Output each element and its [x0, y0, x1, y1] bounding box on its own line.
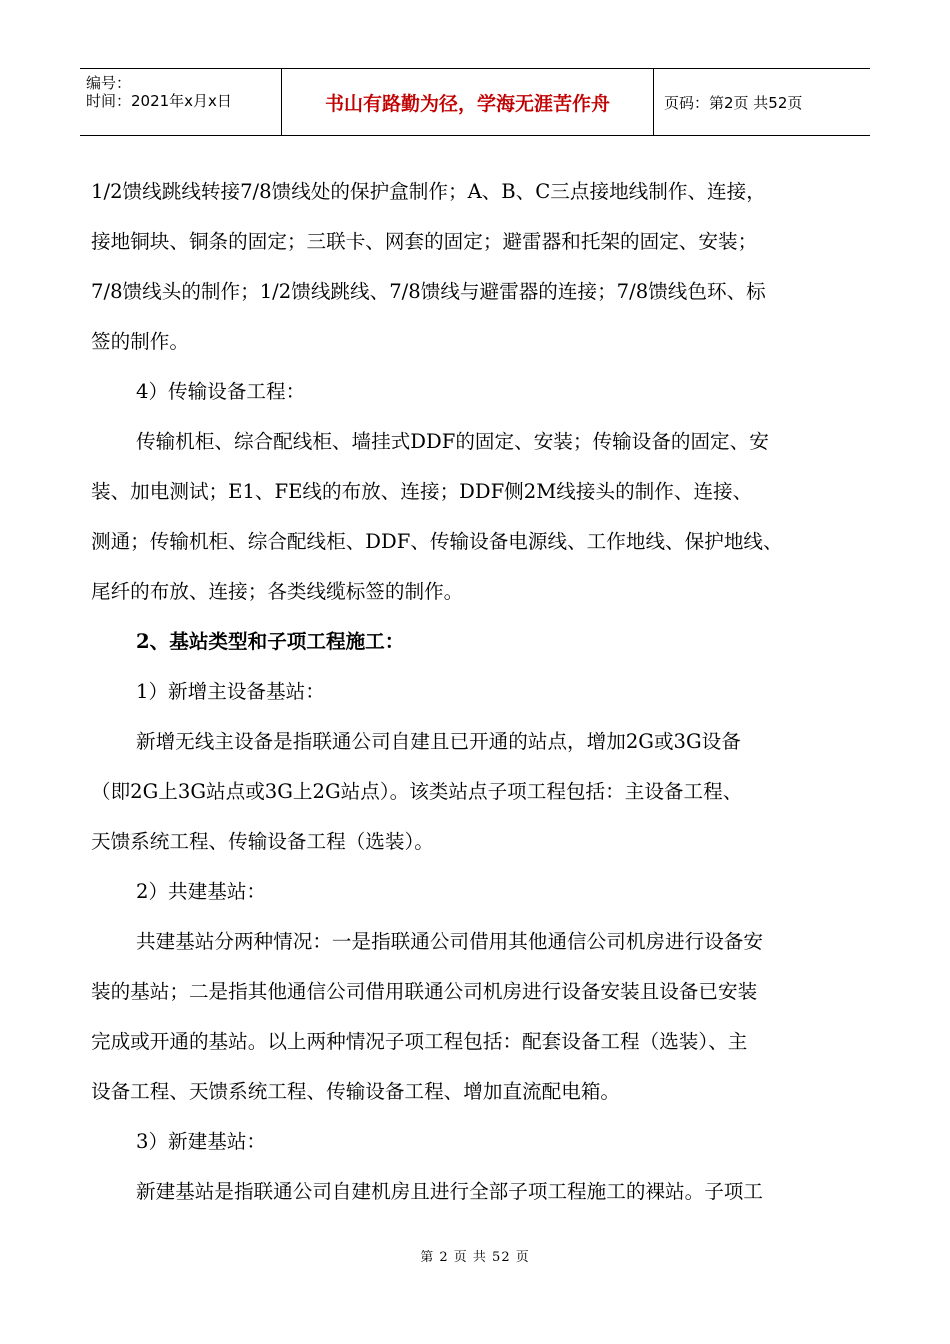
date-label: 时间：2021年x月x日 — [86, 92, 232, 110]
body-line: 传输机柜、综合配线柜、墙挂式DDF的固定、安装；传输设备的固定、安 — [136, 430, 769, 453]
body-line: 新增无线主设备是指联通公司自建且已开通的站点，增加2G或3G设备 — [136, 730, 741, 753]
body-line: 7/8馈线头的制作；1/2馈线跳线、7/8馈线与避雷器的连接；7/8馈线色环、标 — [91, 280, 766, 303]
body-line: 天馈系统工程、传输设备工程（选装）。 — [91, 830, 434, 853]
header-page-info: 页码：第2页 共52页 — [664, 93, 803, 112]
body-line: 完成或开通的基站。以上两种情况子项工程包括：配套设备工程（选装）、主 — [91, 1030, 748, 1053]
serial-label: 编号： — [86, 74, 132, 92]
body-line: 尾纤的布放、连接；各类线缆标签的制作。 — [91, 580, 464, 603]
body-line: 装的基站；二是指其他通信公司借用联通公司机房进行设备安装且设备已安装 — [91, 980, 758, 1003]
subheading-new-build: 3）新建基站： — [136, 1130, 267, 1153]
subheading-new-main: 1）新增主设备基站： — [136, 680, 325, 703]
body-line: 设备工程、天馈系统工程、传输设备工程、增加直流配电箱。 — [91, 1080, 621, 1103]
header-table — [80, 68, 870, 136]
section-heading: 2、基站类型和子项工程施工： — [136, 630, 405, 653]
header-meta — [80, 69, 282, 135]
page-footer: 第 2 页 共 52 页 — [420, 1250, 530, 1265]
body-line: 装、加电测试；E1、FE线的布放、连接；DDF侧2M线接头的制作、连接、 — [91, 480, 753, 503]
body-line: 1/2馈线跳线转接7/8馈线处的保护盒制作；A、B、C三点接地线制作、连接， — [91, 180, 766, 203]
document-body — [91, 167, 861, 1217]
body-line: （即2G上3G站点或3G上2G站点）。该类站点子项工程包括：主设备工程、 — [91, 780, 743, 803]
body-line: 接地铜块、铜条的固定；三联卡、网套的固定；避雷器和托架的固定、安装； — [91, 230, 758, 253]
header-motto: 书山有路勤为径，学海无涯苦作舟 — [282, 69, 654, 135]
subheading-shared: 2）共建基站： — [136, 880, 267, 903]
body-line: 共建基站分两种情况：一是指联通公司借用其他通信公司机房进行设备安 — [136, 930, 763, 953]
subheading-transmission: 4）传输设备工程： — [136, 380, 306, 403]
body-line: 新建基站是指联通公司自建机房且进行全部子项工程施工的裸站。子项工 — [136, 1180, 763, 1203]
body-line: 测通；传输机柜、综合配线柜、DDF、传输设备电源线、工作地线、保护地线、 — [91, 530, 783, 553]
body-line: 签的制作。 — [91, 330, 189, 353]
